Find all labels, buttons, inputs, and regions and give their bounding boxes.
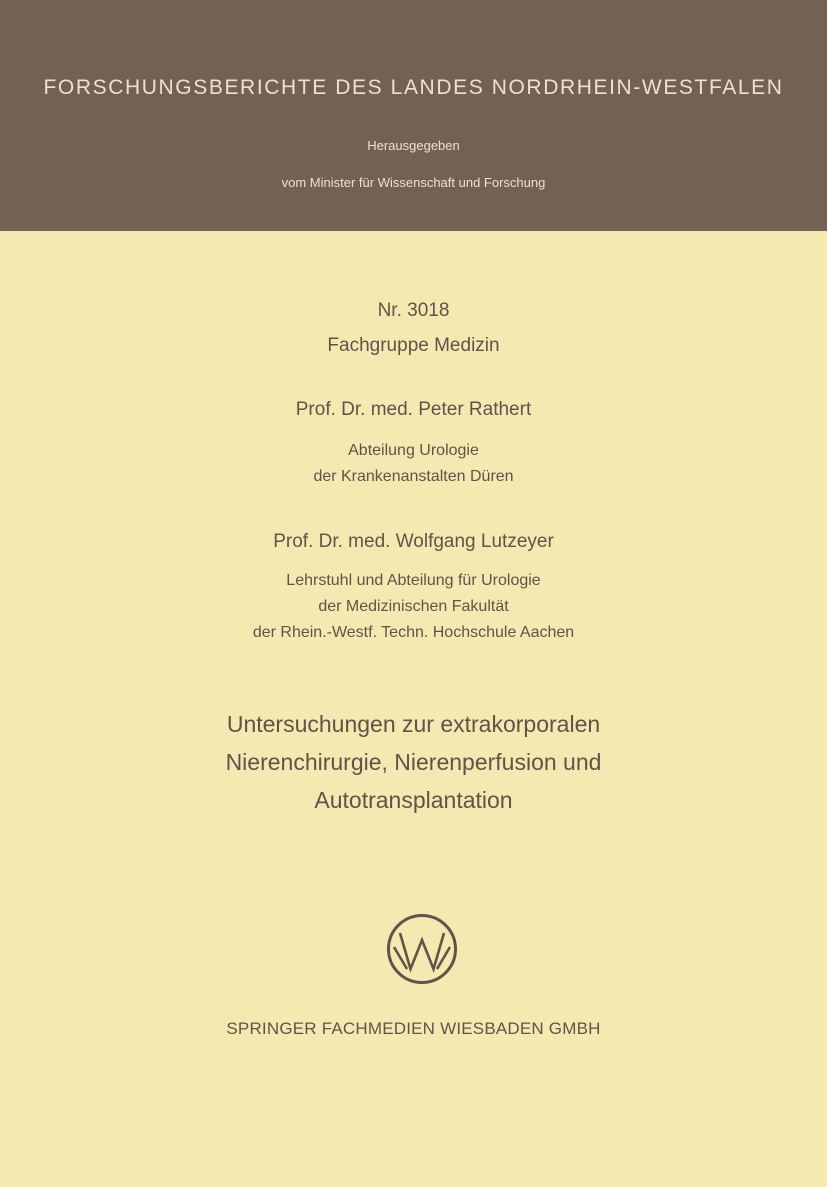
- affiliation-line: der Medizinischen Fakultät: [318, 598, 509, 615]
- book-title-line: Nierenchirurgie, Nierenperfusion und: [225, 749, 602, 775]
- publisher-line-1: Herausgegeben: [367, 138, 460, 153]
- author-name: Prof. Dr. med. Wolfgang Lutzeyer: [273, 531, 554, 552]
- author-affiliation: [0, 568, 827, 646]
- publisher-logo-icon: [386, 913, 458, 985]
- author-affiliation: [0, 438, 827, 490]
- publisher-line-2: vom Minister für Wissenschaft und Forschung: [281, 175, 546, 190]
- publisher-imprint: SPRINGER FACHMEDIEN WIESBADEN GMBH: [226, 1019, 601, 1038]
- author-name: Prof. Dr. med. Peter Rathert: [295, 399, 532, 420]
- affiliation-line: der Krankenanstalten Düren: [313, 468, 514, 485]
- book-title-line: Autotransplantation: [314, 787, 513, 813]
- issue-number: Nr. 3018: [377, 300, 450, 321]
- affiliation-line: Lehrstuhl und Abteilung für Urologie: [286, 572, 541, 589]
- book-title: [0, 705, 827, 819]
- affiliation-line: Abteilung Urologie: [348, 442, 479, 459]
- subject-group: Fachgruppe Medizin: [327, 335, 500, 356]
- series-title: FORSCHUNGSBERICHTE DES LANDES NORDRHEIN-WESTFALEN: [43, 76, 784, 99]
- book-title-line: Untersuchungen zur extrakorporalen: [226, 711, 601, 737]
- header-band: [0, 0, 827, 231]
- affiliation-line: der Rhein.-Westf. Techn. Hochschule Aachen: [252, 624, 575, 641]
